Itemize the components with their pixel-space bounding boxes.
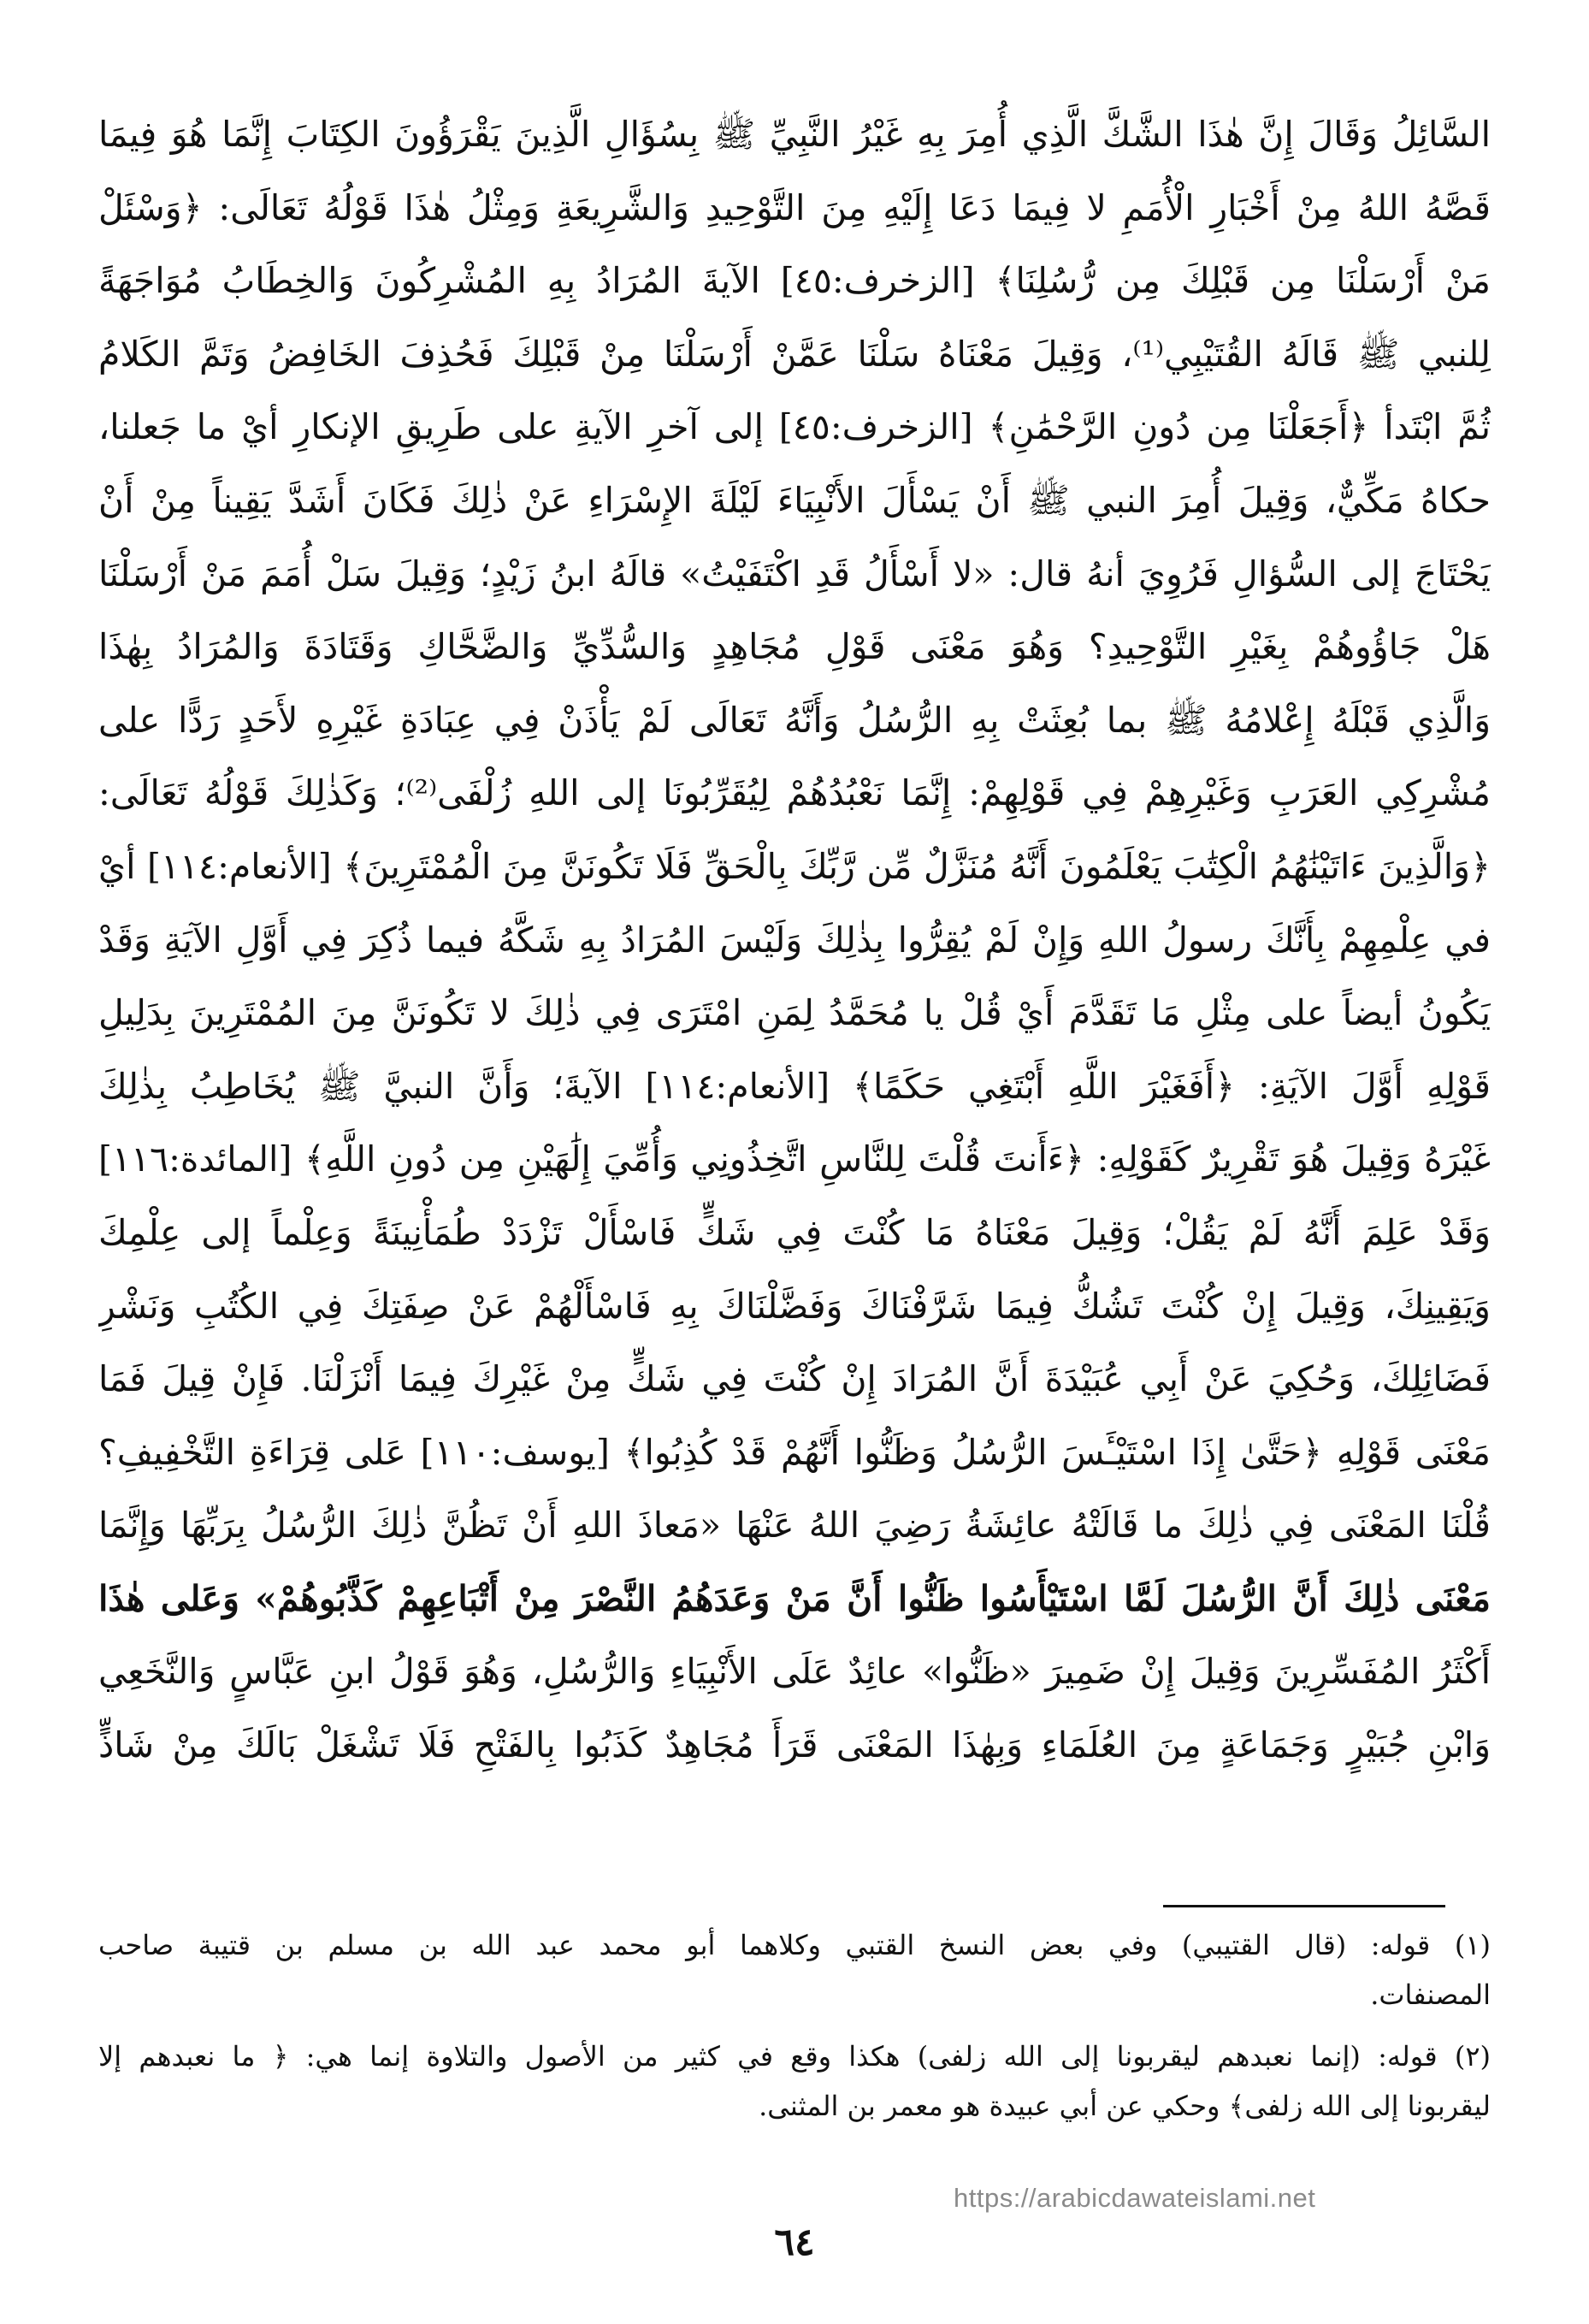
body-line: مَعْنَى قَوْلِهِ ﴿حَتَّىٰ إِذَا اسْتَيْـَٔسَ الرُّسُلُ وَظَنُّوا أَنَّهُمْ قَدْ كُذِبُوا﴾ [يوسف:١١٠] عَلى قِرَاءَةِ التَّخْفِيفِ؟ bbox=[98, 1431, 1491, 1473]
body-line: أَكْثَرُ المُفَسِّرِينَ وَقِيلَ إِنْ ضَمِيرَ «ظَنُّوا» عائِدٌ عَلَى الأَنْبِيَاءِ وَالرُّسُلِ، وَهُوَ قَوْلُ ابنِ عَبَّاسٍ وَالنَّخَعِي bbox=[98, 1651, 1491, 1693]
body-line: لِلنبي ﷺ قَالَهُ القُتَيْبِي⁽¹⁾، وَقِيلَ مَعْنَاهُ سَلْنَا عَمَّنْ أَرْسَلْنَا مِنْ قَبْلِكَ فَحُذِفَ الخَافِضُ وَتَمَّ الكَلامُ bbox=[98, 333, 1491, 375]
body-line: ﴿وَالَّذِينَ ءَاتَيْنَٰهُمُ الْكِتَٰبَ يَعْلَمُونَ أَنَّهُ مُنَزَّلٌ مِّن رَّبِّكَ بِالْحَقِّ فَلَا تَكُونَنَّ مِنَ الْمُمْتَرِينَ﴾ [الأنعام:١١٤] أيْ bbox=[98, 845, 1491, 887]
body-line: مُشْرِكِي العَرَبِ وَغَيْرِهِمْ فِي قَوْلِهِمْ: إِنَّمَا نَعْبُدُهُمْ لِيُقَرِّبُونَا إلى اللهِ زُلْفَى⁽²⁾؛ وَكَذٰلِكَ قَوْلُهُ تَعَالَى: bbox=[98, 772, 1491, 814]
body-line: وَقَدْ عَلِمَ أَنَّهُ لَمْ يَقُلْ؛ وَقِيلَ مَعْنَاهُ مَا كُنْتَ فِي شَكٍّ فَاسْأَلْ تَزْدَدْ طُمَأْنِينَةً وَعِلْماً إلى عِلْمِكَ bbox=[98, 1211, 1491, 1253]
page-number: ٦٤ bbox=[774, 2221, 815, 2264]
footnote-2 bbox=[98, 2031, 1491, 2131]
body-line: يَكُونُ أيضاً على مِثْلِ مَا تَقَدَّمَ أَيْ قُلْ يا مُحَمَّدُ لِمَنِ امْتَرَى فِي ذٰلِكَ لا تَكُونَنَّ مِنَ المُمْتَرِينَ بِدَلِيلِ bbox=[98, 992, 1491, 1034]
body-line: فَضَائِلِكَ، وَحُكِيَ عَنْ أَبِي عُبَيْدَةَ أَنَّ المُرَادَ إِنْ كُنْتَ فِي شَكٍّ مِنْ غَيْرِكَ فِيمَا أَنْزَلْنَا. فَإِنْ قِيلَ فَمَا bbox=[98, 1358, 1491, 1400]
footnote-line: (١) قوله: (قال القتيبي) وفي بعض النسخ القتبي وكلاهما أبو محمد عبد الله بن مسلم بن قتيبة صاحب bbox=[98, 1929, 1491, 1961]
body-text bbox=[98, 98, 1491, 1783]
footnote-line: (٢) قوله: (إنما نعبدهم ليقربونا إلى الله زلفى) هكذا وقع في كثير من الأصول والتلاوة إنما هي: ﴿ ما نعبدهم إلا bbox=[98, 2040, 1491, 2073]
body-line: حكاهُ مَكِّيٌّ، وَقِيلَ أُمِرَ النبي ﷺ أَنْ يَسْأَلَ الأَنْبِيَاءَ لَيْلَةَ الإِسْرَاءِ عَنْ ذٰلِكَ فَكَانَ أَشَدَّ يَقِيناً مِنْ أَنْ bbox=[98, 479, 1491, 521]
footnotes bbox=[98, 1920, 1491, 2143]
body-line: وَالَّذِي قَبْلَهُ إِعْلامُهُ ﷺ بما بُعِثَتْ بِهِ الرُّسُلُ وَأَنَّهُ تَعَالَى لَمْ يَأْذَنْ فِي عِبَادَةِ غَيْرِهِ لأَحَدٍ رَدًّا على bbox=[98, 699, 1491, 741]
body-line: مَعْنَى ذٰلِكَ أَنَّ الرُّسُلَ لَمَّا اسْتَيْأَسُوا ظَنُّوا أَنَّ مَنْ وَعَدَهُمُ النَّصْرَ مِنْ أَتْبَاعِهِمْ كَذَّبُوهُمْ» وَعَلى هٰذَا bbox=[98, 1577, 1491, 1619]
watermark-url: https://arabicdawateislami.net bbox=[954, 2183, 1316, 2213]
body-line: ثُمَّ ابْتَدأ ﴿أَجَعَلْنَا مِن دُونِ الرَّحْمَٰنِ﴾ [الزخرف:٤٥] إلى آخرِ الآيةِ على طَرِيقِ الإنكارِ أيْ ما جَعلنا، bbox=[98, 406, 1491, 448]
body-line: قُلْنَا المَعْنَى فِي ذٰلِكَ ما قَالَتْهُ عائِشَةُ رَضِيَ اللهُ عَنْهَا «مَعاذَ اللهِ أَنْ تَظُنَّ ذٰلِكَ الرُّسُلُ بِرَبِّهَا وَإِنَّمَا bbox=[98, 1505, 1491, 1546]
body-line: هَلْ جَاؤُوهُمْ بِغَيْرِ التَّوْحِيدِ؟ وَهُوَ مَعْنَى قَوْلِ مُجَاهِدٍ وَالسُّدِّيِّ وَالضَّحَّاكِ وَقَتَادَةَ وَالمُرَادُ بِهٰذَا bbox=[98, 626, 1491, 668]
body-line: وَيَقِينِكَ، وَقِيلَ إِنْ كُنْتَ تَشُكُّ فِيمَا شَرَّفْنَاكَ وَفَضَّلْنَاكَ بِهِ فَاسْأَلْهُمْ عَنْ صِفَتِكَ فِي الكُتُبِ وَنَشْرِ bbox=[98, 1285, 1491, 1327]
body-line: السَّائِلُ وَقَالَ إِنَّ هٰذَا الشَّكَّ الَّذِي أُمِرَ بِهِ غَيْرُ النَّبِيِّ ﷺ بِسُؤَالِ الَّذِينَ يَقْرَؤُونَ الكِتَابَ إِنَّمَا هُوَ فِيمَا bbox=[98, 114, 1491, 155]
body-line: قَصَّهُ اللهُ مِنْ أَخْبَارِ الْأُمَمِ لا فِيمَا دَعَا إِلَيْهِ مِنَ التَّوْحِيدِ وَالشَّرِيعَةِ وَمِثْلُ هٰذَا قَوْلُهُ تَعَالَى: ﴿وَسْئَلْ bbox=[98, 186, 1491, 228]
body-line: مَنْ أَرْسَلْنَا مِن قَبْلِكَ مِن رُّسُلِنَا﴾ [الزخرف:٤٥] الآيةَ المُرَادُ بِهِ المُشْرِكُونَ وَالخِطَابُ مُوَاجَهَةً bbox=[98, 260, 1491, 302]
footnote-separator bbox=[1163, 1905, 1445, 1907]
footnote-1 bbox=[98, 1920, 1491, 2019]
body-line: في عِلْمِهِمْ بِأَنَّكَ رسولُ اللهِ وَإِنْ لَمْ يُقِرُّوا بِذٰلِكَ وَلَيْسَ المُرَادُ بِهِ شَكَّهُ فيما ذُكِرَ فِي أَوَّلِ الآيَةِ وَقَدْ bbox=[98, 919, 1491, 961]
footnote-line: ليقربونا إلى الله زلفى﴾ وحكي عن أبي عبيدة هو معمر بن المثنى. bbox=[759, 2090, 1491, 2122]
body-line: وَابْنِ جُبَيْرٍ وَجَمَاعَةٍ مِنَ العُلَمَاءِ وَبِهٰذَا المَعْنَى قَرَأَ مُجَاهِدٌ كَذَبُوا بِالفَتْحِ فَلَا تَشْغَلْ بَالَكَ مِنْ شَاذٍّ bbox=[98, 1724, 1491, 1766]
body-line: غَيْرَهُ وَقِيلَ هُوَ تَقْرِيرٌ كَقَوْلِهِ: ﴿ءَأَنتَ قُلْتَ لِلنَّاسِ اتَّخِذُونِي وَأُمِّيَ إِلَٰهَيْنِ مِن دُونِ اللَّهِ﴾ [المائدة:١١٦] bbox=[98, 1138, 1491, 1180]
body-line: يَحْتَاجَ إلى السُّؤالِ فَرُوِيَ أنهُ قال: «لا أَسْأَلُ قَدِ اكْتَفَيْتُ» قالَهُ ابنُ زَيْدٍ؛ وَقِيلَ سَلْ أُمَمَ مَنْ أَرْسَلْنَا bbox=[98, 553, 1491, 594]
footnote-line: المصنفات. bbox=[1370, 1978, 1491, 2011]
body-line: قَوْلِهِ أَوَّلَ الآيَةِ: ﴿أَفَغَيْرَ اللَّهِ أَبْتَغِي حَكَمًا﴾ [الأنعام:١١٤] الآيةَ؛ وَأَنَّ النبيَّ ﷺ يُخَاطِبُ بِذٰلِكَ bbox=[98, 1065, 1491, 1107]
